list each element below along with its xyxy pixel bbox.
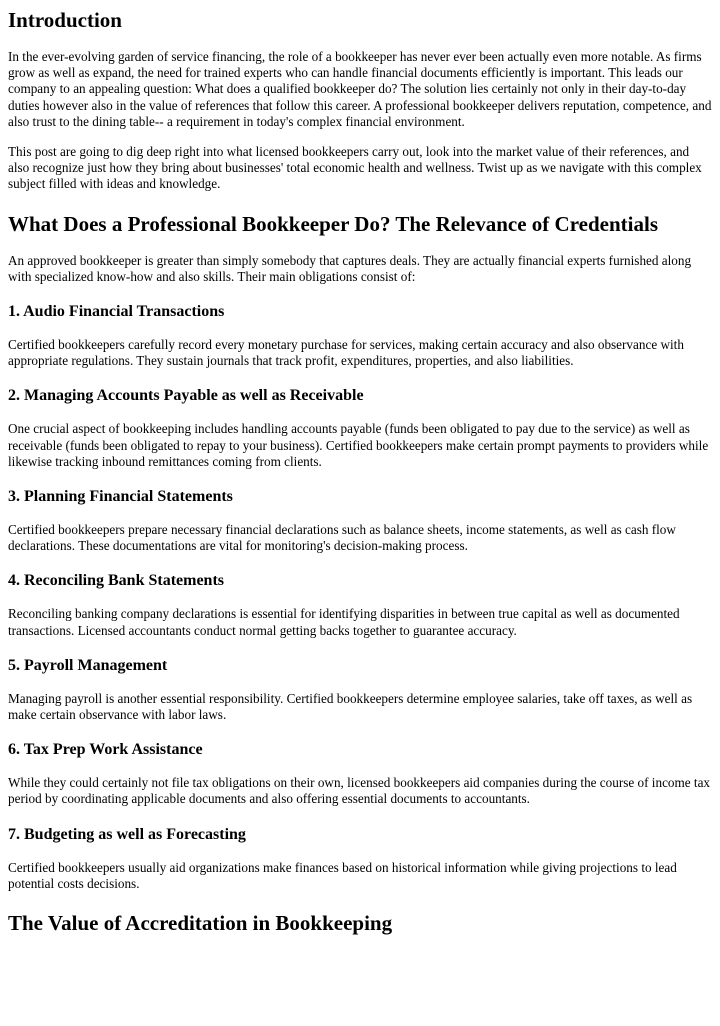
duty-heading-audio-transactions: 1. Audio Financial Transactions [8,303,225,321]
duty-heading-budgeting: 7. Budgeting as well as Forecasting [8,825,246,843]
article [0,8,720,935]
what-bookkeeper-does-heading: What Does a Professional Bookkeeper Do? The Relevance of Credentials [8,211,658,236]
accreditation-value-heading: The Value of Accreditation in Bookkeeping [8,911,393,936]
introduction-heading: Introduction [8,8,122,32]
duty-text-budgeting: Certified bookkeepers usually aid organizations make finances based on historical information while giving projections to lead potential costs decisions. [8,859,677,891]
duty-text-accounts-payable-receivable: One crucial aspect of bookkeeping includes handling accounts payable (funds been obligated to pay due to the service) as well as receivable (funds been obligated to repay to your business). Certified bookkeepers make certain prompt payments to providers while likewise tracking inbound remittances coming from clients. [8,421,709,469]
duty-text-payroll: Managing payroll is another essential responsibility. Certified bookkeepers determine employee salaries, take off taxes, as well as make certain observance with labor laws. [8,690,693,723]
duty-heading-accounts-payable-receivable: 2. Managing Accounts Payable as well as Receivable [8,387,364,405]
duty-text-audio-transactions: Certified bookkeepers carefully record every monetary purchase for services, making certain accuracy and also observance with appropriate regulations. They sustain journals that track profit, expenditures, properties, and also liabilities. [8,337,684,369]
introduction-paragraph-2: This post are going to dig deep right into what licensed bookkeepers carry out, look into the market value of their references, and also recognize just how they bring about businesses' total economic health and wellness. Twist up as we navigate with this complex subject filled with ideas and knowledge. [8,144,702,192]
duty-text-bank-reconciliation: Reconciling banking company declarations is essential for identifying disparities in between true capital as well as documented transactions. Licensed accountants conduct normal getting backs together to guarantee accuracy. [8,606,680,638]
duty-text-financial-statements: Certified bookkeepers prepare necessary financial declarations such as balance sheets, income statements, as well as cash flow declarations. These documentations are vital for monitoring's decision-making process. [8,522,676,554]
duty-heading-financial-statements: 3. Planning Financial Statements [8,488,233,506]
duty-heading-tax-prep: 6. Tax Prep Work Assistance [8,741,203,759]
introduction-paragraph-1: In the ever-evolving garden of service financing, the role of a bookkeeper has never ever been actually even more notable. As firms grow as well as expand, the need for trained experts who can handle financial documents efficiently is important. This leads our company to an appealing question: What does a qualified bookkeeper do? The solution lies certainly not only in their day-to-day duties however also in the value of references that follow this career. A professional bookkeeper delivers reputation, competence, and also trust to the dining table-- a requirement in today's complex financial environment. [8,49,712,129]
duty-heading-bank-reconciliation: 4. Reconciling Bank Statements [8,572,224,590]
what-bookkeeper-does-intro: An approved bookkeeper is greater than simply somebody that captures deals. They are actually financial experts furnished along with specialized know-how and also skills. Their main obligations consist of: [8,252,692,284]
duty-heading-payroll: 5. Payroll Management [8,656,168,674]
duty-text-tax-prep: While they could certainly not file tax obligations on their own, licensed bookkeepers aid companies during the course of income tax period by coordinating applicable documents and also offering essential documents to accountants. [8,775,711,807]
